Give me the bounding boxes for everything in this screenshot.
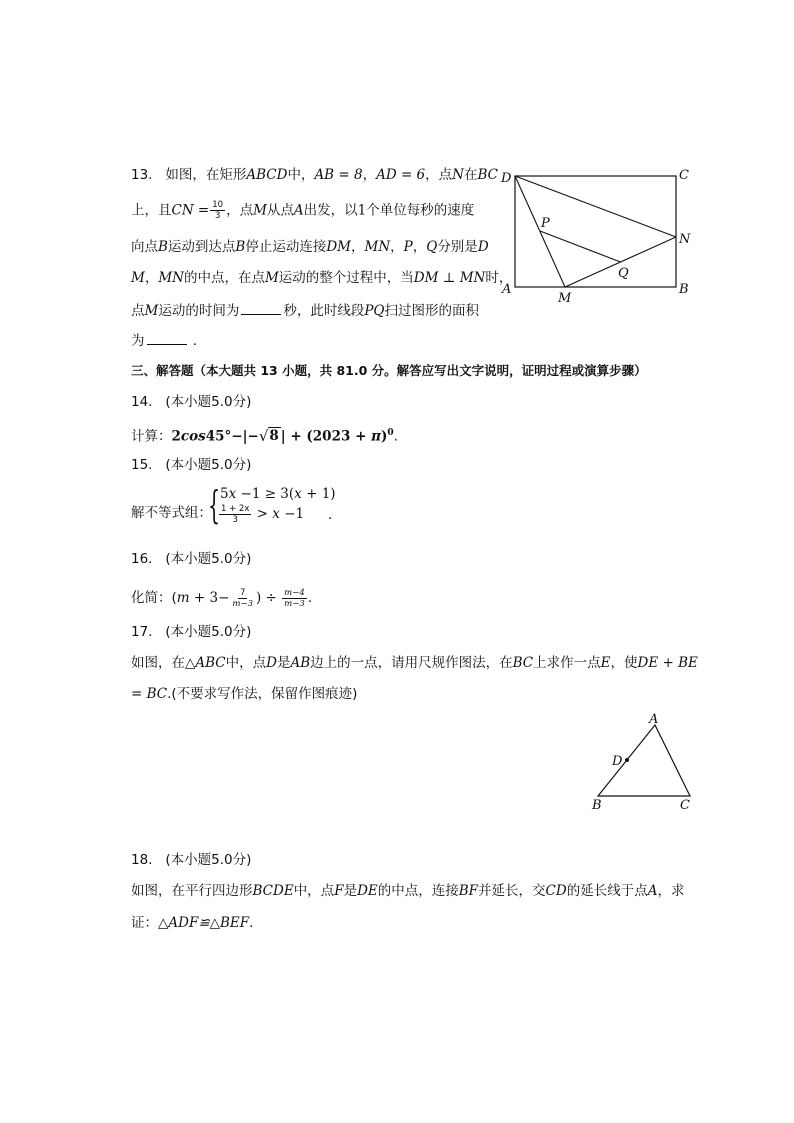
q13-math: D bbox=[477, 239, 489, 255]
exponent: 0 bbox=[387, 428, 394, 438]
q16-fraction bbox=[230, 588, 255, 609]
q13-text: 运动的整个过程中，当 bbox=[278, 270, 414, 286]
q13-text: 停止运动连接 bbox=[245, 239, 327, 255]
answer-blank[interactable] bbox=[147, 330, 187, 345]
q15-math: + 1) bbox=[301, 486, 336, 502]
q13-math: B bbox=[158, 239, 168, 255]
q18-line2 bbox=[131, 913, 253, 933]
q14-math: 2 bbox=[171, 428, 181, 445]
q18-math: BF bbox=[458, 883, 479, 899]
q15-fraction bbox=[219, 504, 251, 525]
q18-text: 的中点，连接 bbox=[377, 883, 459, 899]
q15-math: x bbox=[228, 486, 237, 502]
q15-math: x bbox=[272, 506, 280, 522]
q13-text: 分别是 bbox=[437, 239, 478, 255]
label-a: A bbox=[649, 712, 659, 727]
q13-text: ， bbox=[362, 167, 377, 183]
q18-math: F bbox=[334, 883, 344, 899]
q13-math: B bbox=[235, 239, 246, 255]
q18-text: 是 bbox=[343, 883, 358, 899]
q18-text: ，求 bbox=[657, 883, 685, 899]
label-b: B bbox=[592, 798, 602, 813]
label-q: Q bbox=[618, 266, 629, 281]
q13-text: 时， bbox=[485, 270, 513, 286]
q18-text: 并延长，交 bbox=[478, 883, 546, 899]
q13-text: 出发，以 bbox=[303, 202, 358, 219]
fraction-numerator: 10 bbox=[212, 200, 224, 210]
question-number: 17. bbox=[131, 624, 153, 640]
q13-line1 bbox=[131, 165, 498, 185]
q13-math: M bbox=[144, 303, 159, 319]
q15-math: x bbox=[294, 486, 302, 502]
q13-math: PQ bbox=[364, 303, 385, 319]
q13-text: ，点 bbox=[226, 202, 254, 219]
q13-number: 13. bbox=[131, 167, 153, 183]
q13-text: ． bbox=[192, 333, 207, 349]
q13-text: 为 bbox=[131, 333, 145, 349]
q13-line2 bbox=[131, 200, 474, 221]
q18-math: A bbox=[647, 883, 658, 899]
fraction-denominator: 3 bbox=[232, 514, 238, 525]
q13-math: M bbox=[253, 202, 267, 219]
label-n: N bbox=[679, 232, 691, 247]
q13-text: 向点 bbox=[131, 239, 158, 255]
question-score: (本小题5.0分) bbox=[165, 624, 252, 640]
q16-math: m bbox=[176, 590, 190, 606]
question-number: 14. bbox=[131, 394, 153, 410]
q15-math: 5 bbox=[220, 486, 229, 502]
q13-math: AD = 6 bbox=[376, 167, 426, 183]
q13-text: 运动到达点 bbox=[167, 239, 236, 255]
q13-math: P bbox=[403, 239, 413, 255]
q15-math: > bbox=[252, 506, 273, 522]
q16-body bbox=[131, 586, 312, 610]
q18-math: DE bbox=[357, 883, 378, 899]
q13-math: DM ⊥ MN bbox=[413, 270, 486, 286]
fraction-numerator: 7 bbox=[239, 587, 246, 598]
fraction-denominator: m−3 bbox=[284, 598, 305, 609]
question-number: 15. bbox=[131, 457, 153, 473]
q13-math: MN bbox=[364, 239, 391, 255]
fraction-denominator: m−3 bbox=[232, 598, 253, 609]
q17-text: ，使 bbox=[610, 655, 638, 671]
q16-text: 化简：( bbox=[131, 590, 177, 606]
q13-math: 1 bbox=[357, 202, 367, 219]
square-root: √ 8 bbox=[258, 426, 279, 445]
label-c: C bbox=[679, 168, 689, 183]
q17-math: DE + BE bbox=[637, 655, 698, 671]
q13-text: 上，且 bbox=[131, 202, 172, 219]
q13-text: ， bbox=[351, 239, 365, 255]
q13-text: 在 bbox=[463, 167, 478, 183]
q13-text: ， bbox=[144, 270, 159, 286]
q13-math: A bbox=[293, 202, 304, 219]
inequality-row-2 bbox=[218, 503, 304, 525]
q14-math: cos bbox=[180, 428, 206, 445]
question-number: 16. bbox=[131, 551, 153, 567]
q16-math: + 3− bbox=[189, 590, 230, 606]
q18-text: . bbox=[249, 915, 254, 931]
q16-header bbox=[131, 549, 251, 569]
q15-math: −1 bbox=[279, 506, 305, 522]
q13-text: 如图，在矩形 bbox=[165, 167, 247, 183]
q18-math: △ADF≌△BEF bbox=[158, 915, 250, 931]
q15-math: −1 ≥ 3( bbox=[236, 486, 295, 502]
q13-text: ，点 bbox=[425, 167, 453, 183]
fraction-denominator: 3 bbox=[214, 211, 221, 221]
label-a: A bbox=[502, 282, 512, 297]
q17-math: D bbox=[266, 655, 277, 671]
q13-math: AB = 8 bbox=[314, 167, 363, 183]
q14-math: π bbox=[371, 428, 381, 445]
q17-math: AB bbox=[290, 655, 311, 671]
q17-math: △ABC bbox=[185, 655, 226, 671]
q16-fraction bbox=[282, 588, 307, 609]
q13-math: DM bbox=[326, 239, 351, 255]
q17-math: BC bbox=[512, 655, 534, 671]
q13-text: 点 bbox=[131, 303, 145, 319]
q14-text: 计算： bbox=[131, 428, 172, 445]
q13-math: BC bbox=[477, 167, 498, 183]
label-b: B bbox=[679, 282, 689, 297]
q18-math: CD bbox=[545, 883, 567, 899]
q14-math: 45°−|− bbox=[205, 428, 259, 445]
q14-math: ) bbox=[380, 428, 388, 445]
q18-text: 的延长线于点 bbox=[566, 883, 648, 899]
q13-math: MN bbox=[158, 270, 184, 286]
q18-text: 如图，在平行四边形 bbox=[131, 883, 253, 899]
inequality-row-1 bbox=[220, 485, 336, 503]
q13-math: N bbox=[452, 167, 464, 183]
q16-math: ) ÷ bbox=[255, 590, 282, 606]
q13-text: 运动的时间为 bbox=[158, 303, 240, 319]
q17-line1 bbox=[131, 653, 698, 673]
q15-label: 解不等式组： bbox=[131, 505, 212, 521]
q17-math: = BC bbox=[131, 686, 168, 702]
q18-header bbox=[131, 850, 251, 870]
q18-line1 bbox=[131, 881, 684, 901]
q17-text: .(不要求写作法，保留作图痕迹) bbox=[167, 686, 358, 702]
q13-text: ， bbox=[412, 239, 427, 255]
q13-math: CN = bbox=[171, 202, 210, 219]
q15-end: . bbox=[328, 507, 333, 523]
q15-system bbox=[208, 483, 370, 527]
q17-text: 如图，在 bbox=[131, 655, 185, 671]
q13-text: ， bbox=[390, 239, 404, 255]
q13-fraction bbox=[210, 200, 225, 221]
question-score: (本小题5.0分) bbox=[165, 852, 252, 868]
left-brace: { bbox=[208, 483, 221, 527]
label-p: P bbox=[541, 216, 550, 231]
q13-line4 bbox=[131, 268, 512, 288]
question-score: (本小题5.0分) bbox=[165, 394, 252, 410]
q13-text: 个单位每秒的速度 bbox=[366, 202, 475, 219]
label-d: D bbox=[501, 171, 512, 186]
q17-line2 bbox=[131, 684, 357, 704]
label-m: M bbox=[558, 291, 572, 306]
q14-math: | + (2023 + bbox=[280, 428, 372, 445]
q13-text: 扫过图形的面积 bbox=[384, 303, 479, 319]
q14-text: . bbox=[393, 428, 398, 445]
question-score: (本小题5.0分) bbox=[165, 457, 252, 473]
point-d bbox=[625, 758, 629, 762]
section-title: 三、解答题（本大题共 13 小题，共 81.0 分。解答应写出文字说明，证明过程或演算步骤） bbox=[131, 363, 647, 378]
q17-header bbox=[131, 622, 251, 642]
question-number: 18. bbox=[131, 852, 153, 868]
q17-text: 边上的一点，请用尺规作图法，在 bbox=[310, 655, 513, 671]
label-c: C bbox=[680, 798, 690, 813]
q14-body bbox=[131, 423, 398, 447]
q13-math: M bbox=[264, 270, 279, 286]
q17-text: 中，点 bbox=[225, 655, 267, 671]
q17-triangle-figure bbox=[585, 708, 700, 820]
q17-math: E bbox=[600, 655, 611, 671]
q17-text: 是 bbox=[276, 655, 291, 671]
q18-math: BCDE bbox=[252, 883, 294, 899]
q13-line3 bbox=[131, 237, 489, 257]
q16-text: . bbox=[307, 590, 313, 606]
q13-line6 bbox=[131, 330, 206, 351]
q15-header bbox=[131, 455, 251, 475]
q13-math: ABCD bbox=[246, 167, 288, 183]
fraction-numerator: 1 + 2x bbox=[221, 503, 250, 514]
q14-header bbox=[131, 392, 251, 412]
q17-text: 上求作一点 bbox=[533, 655, 601, 671]
q13-text: 中， bbox=[287, 167, 315, 183]
question-score: (本小题5.0分) bbox=[165, 551, 252, 567]
radicand: 8 bbox=[269, 427, 279, 444]
q13-line5 bbox=[131, 300, 479, 321]
q13-text: 从点 bbox=[266, 202, 294, 219]
q18-text: 证： bbox=[131, 915, 158, 931]
answer-blank[interactable] bbox=[241, 300, 281, 315]
q13-math: M bbox=[131, 270, 145, 286]
segment-dn bbox=[515, 176, 676, 237]
fraction-numerator: m−4 bbox=[284, 587, 305, 598]
q13-math: Q bbox=[426, 239, 438, 255]
q13-text: 的中点，在点 bbox=[183, 270, 265, 286]
rectangle-abcd bbox=[515, 176, 676, 287]
q13-rectangle-figure bbox=[495, 160, 705, 310]
q18-text: 中，点 bbox=[293, 883, 335, 899]
label-d: D bbox=[612, 754, 623, 769]
q13-text: 秒，此时线段 bbox=[283, 303, 365, 319]
